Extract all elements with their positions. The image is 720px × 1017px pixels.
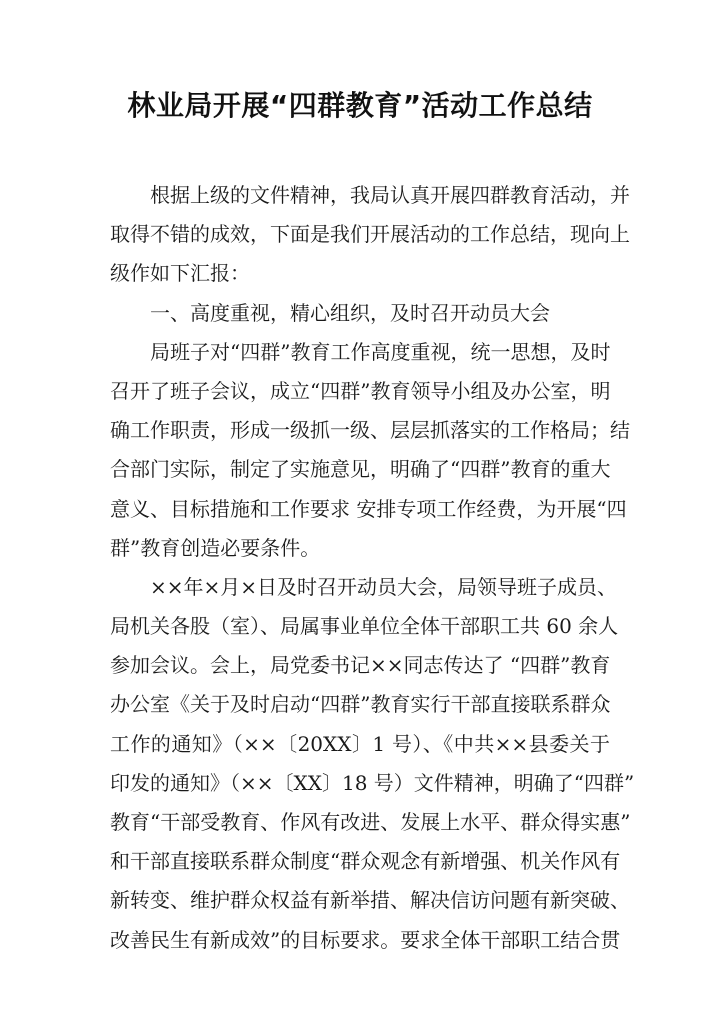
document-body — [110, 176, 635, 960]
paragraph-line: 意义、目标措施和工作要求 安排专项工作经费，为开展“四 — [110, 496, 627, 521]
paragraph-line: 参加会议。会上，局党委书记××同志传达了 “四群”教育 — [110, 653, 611, 678]
paragraph-line: 群”教育创造必要条件。 — [110, 535, 321, 560]
paragraph-line: 级作如下汇报： — [110, 261, 250, 286]
paragraph-line: 和干部直接联系群众制度“群众观念有新增强、机关作风有 — [110, 849, 621, 874]
paragraph-line: 局班子对“四群”教育工作高度重视，统一思想，及时 — [150, 339, 611, 364]
paragraph-line: 工作的通知》（××〔20XX〕1 号）、《中共××县委关于 — [110, 731, 610, 756]
paragraph-line: 根据上级的文件精神，我局认真开展四群教育活动，并 — [150, 183, 630, 207]
paragraph-line: 取得不错的成效，下面是我们开展活动的工作总结，现向上 — [110, 222, 630, 247]
document-title: 林业局开展“四群教育”活动工作总结 — [127, 89, 593, 122]
paragraph-line: 教育“干部受教育、作风有改进、发展上水平、群众得实惠” — [110, 810, 631, 834]
paragraph-line: 改善民生有新成效”的目标要求。要求全体干部职工结合贯 — [110, 927, 621, 952]
paragraph-line: 合部门实际，制定了实施意见，明确了“四群”教育的重大 — [110, 457, 611, 482]
paragraph-line: 新转变、维护群众权益有新举措、解决信访问题有新突破、 — [110, 888, 630, 913]
paragraph-line: 办公室《关于及时启动“四群”教育实行干部直接联系群众 — [110, 692, 611, 717]
section-heading: 一、高度重视，精心组织，及时召开动员大会 — [150, 300, 550, 325]
paragraph-line: 召开了班子会议，成立“四群”教育领导小组及办公室，明 — [110, 378, 611, 403]
paragraph-line: ××年×月×日及时召开动员大会，局领导班子成员、 — [150, 574, 618, 599]
paragraph-line: 局机关各股（室）、局属事业单位全体干部职工共 60 余人 — [110, 614, 619, 639]
paragraph-line: 印发的通知》（××〔XX〕18 号）文件精神，明确了“四群” — [110, 770, 635, 795]
paragraph-line: 确工作职责，形成一级抓一级、层层抓落实的工作格局；结 — [110, 418, 630, 443]
